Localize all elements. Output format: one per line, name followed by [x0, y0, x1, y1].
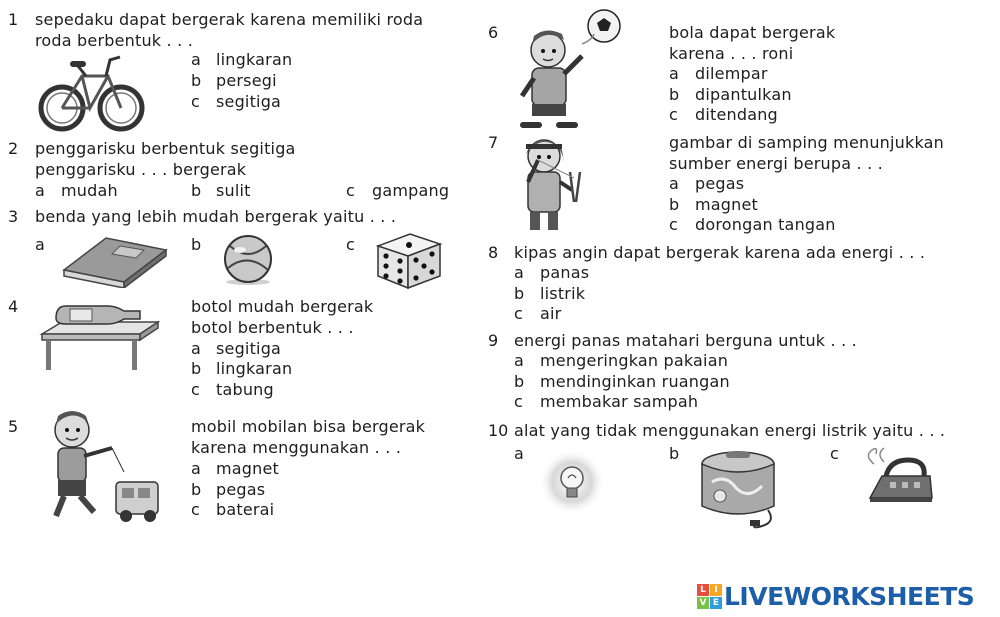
liveworksheets-logo[interactable]: [697, 581, 974, 611]
boy-with-toy-car-icon: [36, 408, 166, 528]
bottle-on-table-icon: [36, 300, 164, 372]
question-5-option-b-letter: b: [191, 480, 202, 499]
question-1-option-c-letter: c: [191, 92, 200, 111]
girl-with-slingshot-icon: [514, 132, 594, 232]
question-2-option-a-letter: a: [35, 181, 46, 200]
logo-block-v: V: [697, 597, 709, 609]
question-7-option-a-letter: a: [669, 174, 680, 193]
question-5-option-a-letter: a: [191, 459, 202, 478]
question-2-number: 2: [8, 139, 19, 158]
question-1-option-a-letter: a: [191, 50, 202, 69]
question-7-option-b-letter: b: [669, 195, 680, 214]
question-6-text-line-1: bola dapat bergerak: [669, 23, 836, 42]
rice-cooker-icon[interactable]: [690, 448, 790, 532]
logo-blocks-icon: [697, 584, 722, 609]
question-2-option-b-letter: b: [191, 181, 202, 200]
question-4-option-b[interactable]: lingkaran: [216, 359, 293, 378]
boy-throwing-ball-icon: [512, 4, 628, 132]
question-10-number: 10: [488, 421, 509, 440]
question-4-option-a-letter: a: [191, 339, 202, 358]
question-8-number: 8: [488, 243, 499, 262]
logo-block-l: L: [697, 584, 709, 596]
question-1-option-b[interactable]: persegi: [216, 71, 277, 90]
question-8-option-c-letter: c: [514, 304, 523, 323]
question-3-option-b-letter: b: [191, 235, 202, 254]
light-bulb-icon[interactable]: [538, 448, 606, 516]
question-2-option-a[interactable]: mudah: [61, 181, 118, 200]
logo-text: LIVEWORKSHEETS: [724, 581, 975, 611]
question-7-option-c-letter: c: [669, 215, 678, 234]
question-3-number: 3: [8, 207, 19, 226]
question-4-text-line-2: botol berbentuk . . .: [191, 318, 354, 337]
question-8-option-b[interactable]: listrik: [540, 284, 586, 303]
question-9-option-c-letter: c: [514, 392, 523, 411]
question-6-option-b-letter: b: [669, 85, 680, 104]
question-1-number: 1: [8, 10, 19, 29]
question-5-option-c-letter: c: [191, 500, 200, 519]
question-3-text-line-1: benda yang lebih mudah bergerak yaitu . . .: [35, 207, 397, 226]
question-3-option-c-letter: c: [346, 235, 355, 254]
question-7-option-c[interactable]: dorongan tangan: [695, 215, 836, 234]
question-6-option-a-letter: a: [669, 64, 680, 83]
question-1-option-c[interactable]: segitiga: [216, 92, 282, 111]
question-4-option-c[interactable]: tabung: [216, 380, 274, 399]
question-2-text-line-1: penggarisku berbentuk segitiga: [35, 139, 296, 158]
question-1-option-a[interactable]: lingkaran: [216, 50, 293, 69]
question-4-option-b-letter: b: [191, 359, 202, 378]
question-8-text-line-1: kipas angin dapat bergerak karena ada energi . . .: [514, 243, 926, 262]
question-4-number: 4: [8, 297, 19, 316]
question-2-text-line-2: penggarisku . . . bergerak: [35, 160, 247, 179]
question-6-text-line-2: karena . . . roni: [669, 44, 794, 63]
question-5-text-line-1: mobil mobilan bisa bergerak: [191, 417, 426, 436]
question-9-option-a-letter: a: [514, 351, 525, 370]
question-6-option-c[interactable]: ditendang: [695, 105, 778, 124]
question-4-option-c-letter: c: [191, 380, 200, 399]
question-9-option-a[interactable]: mengeringkan pakaian: [540, 351, 729, 370]
question-3-option-a-letter: a: [35, 235, 46, 254]
question-2-option-c[interactable]: gampang: [372, 181, 450, 200]
question-6-option-b[interactable]: dipantulkan: [695, 85, 792, 104]
logo-block-e: E: [710, 597, 722, 609]
dice-icon[interactable]: [374, 228, 444, 290]
question-5-option-b[interactable]: pegas: [216, 480, 266, 499]
book-icon[interactable]: [60, 232, 172, 288]
question-9-option-b[interactable]: mendinginkan ruangan: [540, 372, 730, 391]
charcoal-iron-icon[interactable]: [860, 446, 940, 508]
question-10-option-b-letter: b: [669, 444, 680, 463]
question-10-option-c-letter: c: [830, 444, 839, 463]
question-5-text-line-2: karena menggunakan . . .: [191, 438, 402, 457]
question-1-text-line-1: sepedaku dapat bergerak karena memiliki roda: [35, 10, 424, 29]
question-8-option-a-letter: a: [514, 263, 525, 282]
question-4-text-line-1: botol mudah bergerak: [191, 297, 374, 316]
question-7-option-b[interactable]: magnet: [695, 195, 759, 214]
question-2-option-b[interactable]: sulit: [216, 181, 251, 200]
question-7-number: 7: [488, 133, 499, 152]
question-5-option-c[interactable]: baterai: [216, 500, 275, 519]
question-4-option-a[interactable]: segitiga: [216, 339, 282, 358]
ball-icon[interactable]: [218, 234, 278, 286]
question-8-option-b-letter: b: [514, 284, 525, 303]
question-6-option-a[interactable]: dilempar: [695, 64, 768, 83]
question-5-number: 5: [8, 417, 19, 436]
logo-block-i: I: [710, 584, 722, 596]
question-1-option-b-letter: b: [191, 71, 202, 90]
question-7-text-line-1: gambar di samping menunjukkan: [669, 133, 945, 152]
question-7-option-a[interactable]: pegas: [695, 174, 745, 193]
question-8-option-a[interactable]: panas: [540, 263, 590, 282]
question-7-text-line-2: sumber energi berupa . . .: [669, 154, 883, 173]
question-6-number: 6: [488, 23, 499, 42]
question-10-text-line-1: alat yang tidak menggunakan energi listrik yaitu . . .: [514, 421, 946, 440]
bicycle-icon: [38, 52, 146, 134]
question-5-option-a[interactable]: magnet: [216, 459, 280, 478]
question-2-option-c-letter: c: [346, 181, 355, 200]
question-1-text-line-2: roda berbentuk . . .: [35, 31, 193, 50]
question-6-option-c-letter: c: [669, 105, 678, 124]
question-9-option-b-letter: b: [514, 372, 525, 391]
question-9-text-line-1: energi panas matahari berguna untuk . . .: [514, 331, 857, 350]
question-10-option-a-letter: a: [514, 444, 525, 463]
question-8-option-c[interactable]: air: [540, 304, 562, 323]
question-9-option-c[interactable]: membakar sampah: [540, 392, 699, 411]
question-9-number: 9: [488, 331, 499, 350]
